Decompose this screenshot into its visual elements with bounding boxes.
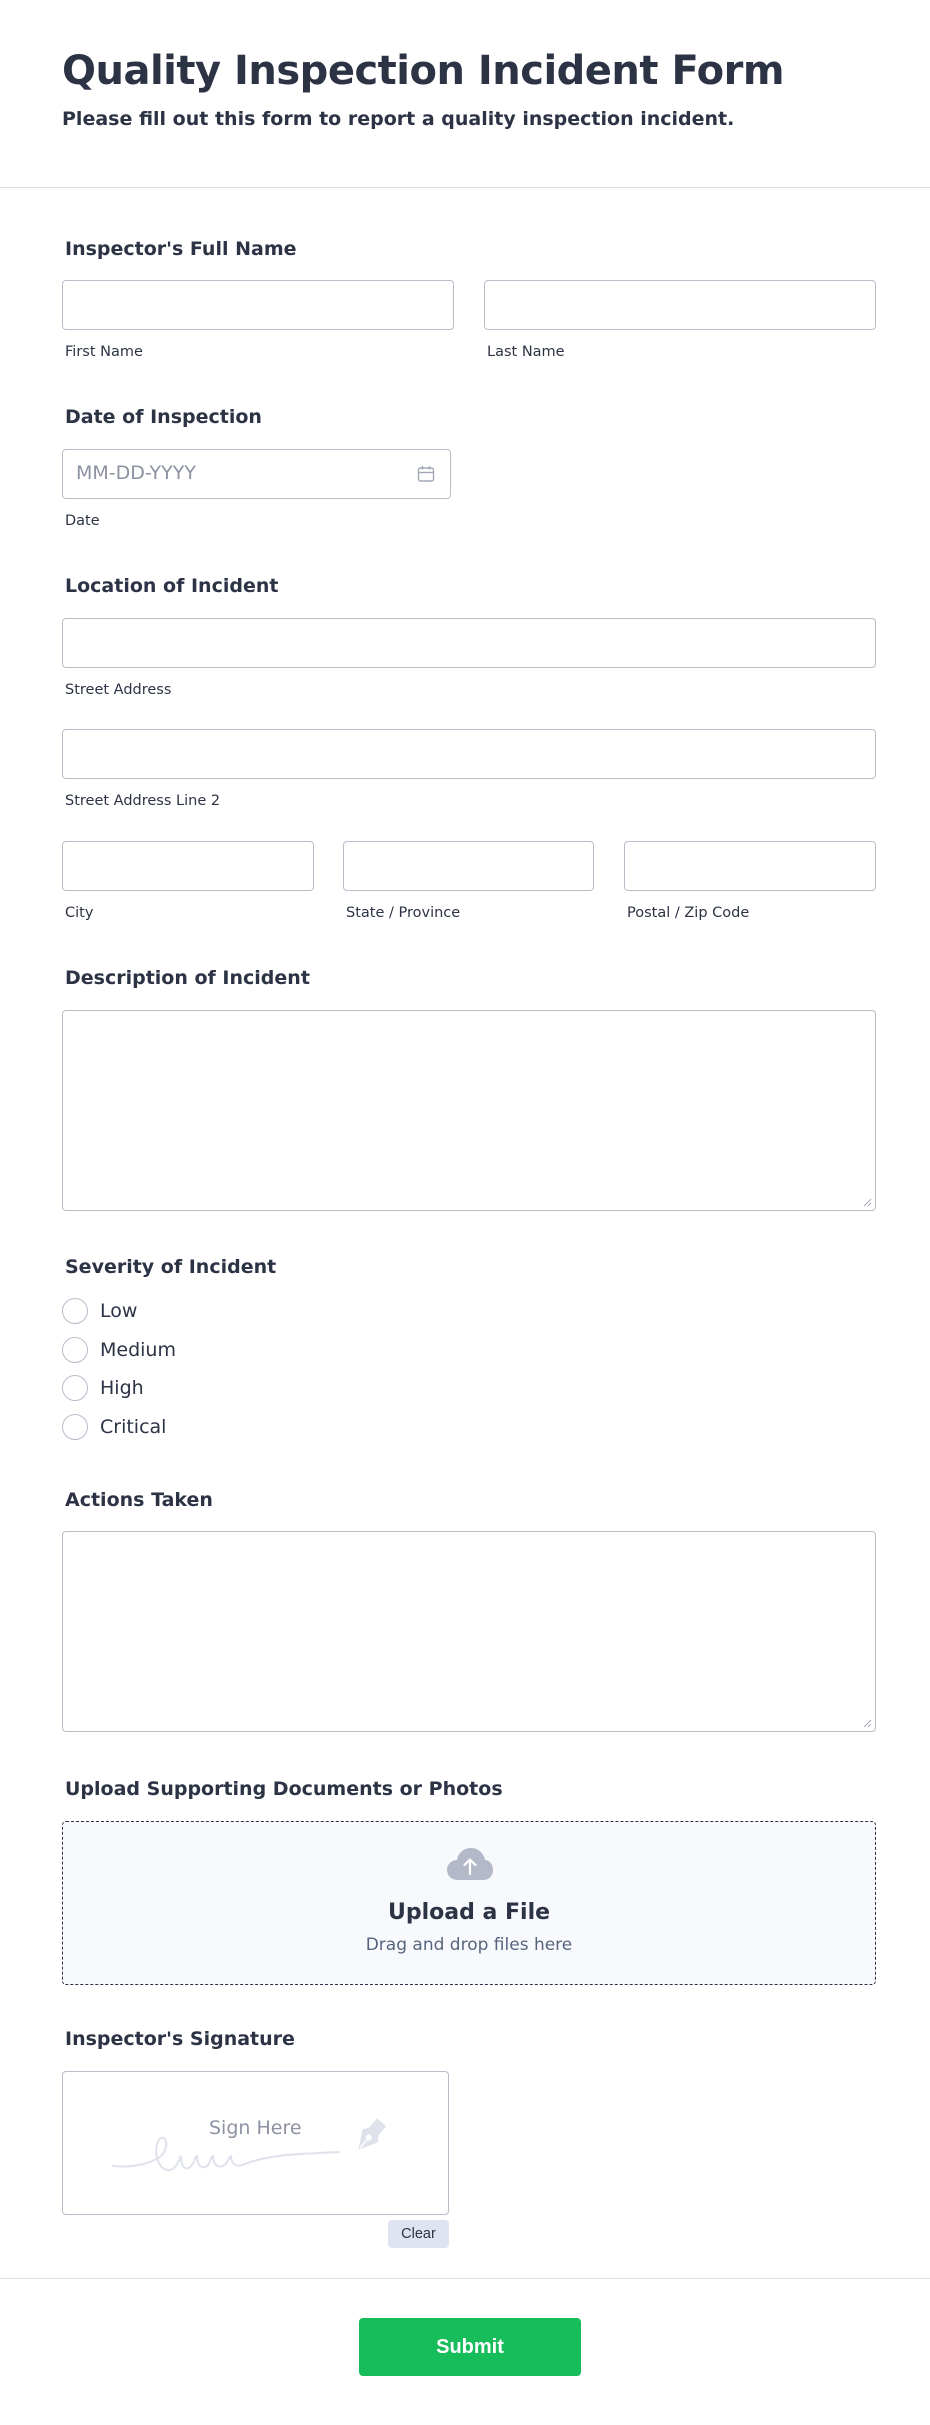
form-title: Quality Inspection Incident Form	[62, 48, 785, 94]
severity-option-critical[interactable]	[62, 1412, 166, 1442]
upload-title: Upload a File	[387, 1900, 551, 1925]
zip-input[interactable]	[624, 841, 876, 891]
resize-grip-icon[interactable]	[862, 1197, 872, 1207]
radio-button[interactable]	[62, 1375, 88, 1401]
street-address-input[interactable]	[62, 618, 876, 668]
radio-label: Low	[100, 1300, 138, 1322]
street-address-line2-input[interactable]	[62, 729, 876, 779]
severity-option-low[interactable]	[62, 1296, 137, 1326]
description-label: Description of Incident	[65, 967, 310, 989]
radio-label: Critical	[100, 1416, 167, 1438]
last-name-input[interactable]	[484, 280, 876, 330]
actions-label: Actions Taken	[65, 1489, 213, 1511]
last-name-sublabel: Last Name	[487, 344, 565, 360]
inspector-name-label: Inspector's Full Name	[65, 238, 297, 260]
street-address-sublabel: Street Address	[65, 682, 172, 698]
cloud-upload-icon	[445, 1846, 495, 1882]
date-input[interactable]	[62, 449, 451, 499]
upload-label: Upload Supporting Documents or Photos	[65, 1778, 503, 1800]
zip-sublabel: Postal / Zip Code	[627, 905, 750, 921]
calendar-icon[interactable]	[416, 464, 436, 484]
street-address-line2-sublabel: Street Address Line 2	[65, 793, 221, 809]
severity-option-medium[interactable]	[62, 1335, 176, 1365]
signature-pad[interactable]	[62, 2071, 449, 2215]
signature-label: Inspector's Signature	[65, 2028, 295, 2050]
description-textarea[interactable]	[62, 1010, 876, 1211]
submit-button[interactable]: Submit	[359, 2318, 581, 2376]
form-footer	[0, 2278, 930, 2425]
form-subtitle: Please fill out this form to report a quality inspection incident.	[62, 108, 735, 130]
severity-label: Severity of Incident	[65, 1256, 277, 1278]
upload-subtitle: Drag and drop files here	[365, 1935, 573, 1955]
radio-label: High	[100, 1377, 144, 1399]
actions-textarea[interactable]	[62, 1531, 876, 1732]
location-label: Location of Incident	[65, 575, 279, 597]
inspection-date-label: Date of Inspection	[65, 406, 262, 428]
date-sublabel: Date	[65, 513, 100, 529]
radio-button[interactable]	[62, 1298, 88, 1324]
severity-option-high[interactable]	[62, 1373, 144, 1403]
date-placeholder: MM-DD-YYYY	[76, 462, 196, 484]
form-header	[0, 0, 930, 188]
clear-signature-button[interactable]: Clear	[388, 2220, 449, 2248]
radio-button[interactable]	[62, 1337, 88, 1363]
city-input[interactable]	[62, 841, 314, 891]
file-upload-dropzone[interactable]	[62, 1821, 876, 1985]
city-sublabel: City	[65, 905, 94, 921]
state-sublabel: State / Province	[346, 905, 461, 921]
resize-grip-icon[interactable]	[862, 1718, 872, 1728]
signature-placeholder: Sign Here	[209, 2117, 302, 2139]
radio-button[interactable]	[62, 1414, 88, 1440]
radio-label: Medium	[100, 1339, 176, 1361]
pen-icon	[347, 2114, 393, 2158]
state-input[interactable]	[343, 841, 594, 891]
first-name-input[interactable]	[62, 280, 454, 330]
first-name-sublabel: First Name	[65, 344, 143, 360]
